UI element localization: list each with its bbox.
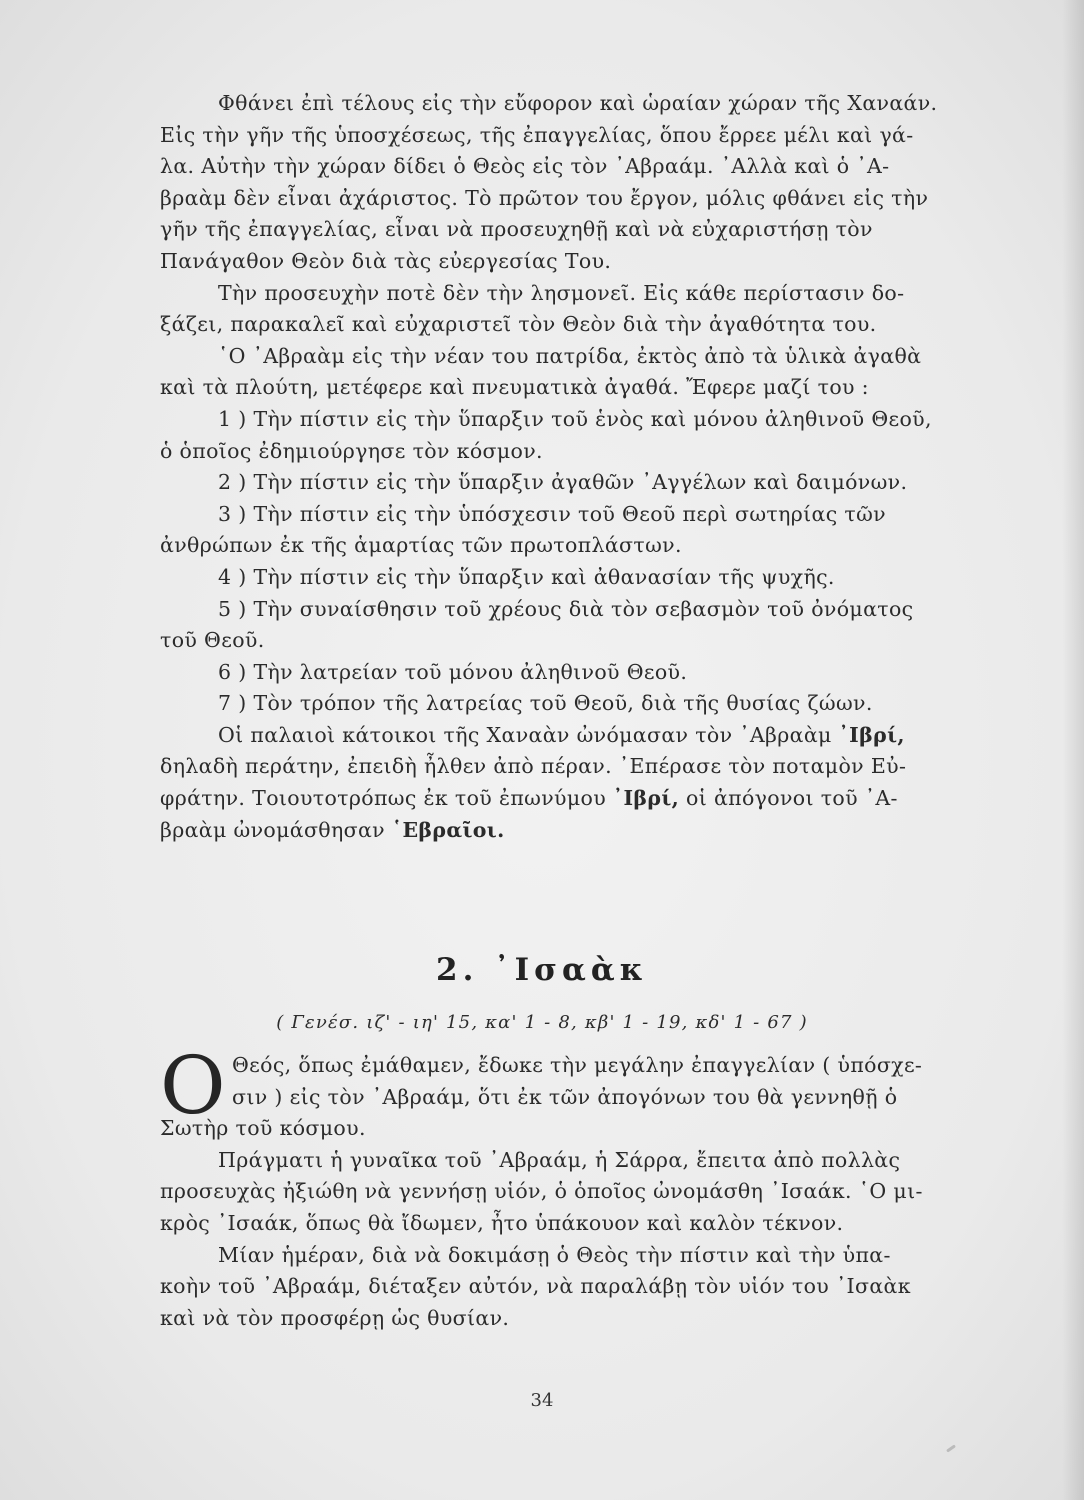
list-item: 4 ) Τὴν πίστιν εἰς τὴν ὕπαρξιν καὶ ἀθανασίαν τῆς ψυχῆς. [218, 564, 835, 589]
text-line: ξάζει, παρακαλεῖ καὶ εὐχαριστεῖ τὸν Θεὸν διὰ τὴν ἀγαθότητα του. [160, 312, 877, 337]
lower-text-block [160, 1050, 1026, 1334]
drop-cap: Ο [160, 1039, 226, 1132]
list-item: 6 ) Τὴν λατρείαν τοῦ μόνου ἀληθινοῦ Θεοῦ. [218, 659, 688, 684]
text-line: Πανάγαθον Θεὸν διὰ τὰς εὐεργεσίας Του. [160, 248, 612, 273]
text-run: φράτην. Τοιουτοτρόπως ἐκ τοῦ ἐπωνύμου [160, 786, 613, 811]
text-line: Σωτὴρ τοῦ κόσμου. [160, 1116, 366, 1141]
list-item-continuation: ἀνθρώπων ἐκ τῆς ἁμαρτίας τῶν πρωτοπλάστων. [160, 533, 682, 558]
text-line: Φθάνει ἐπὶ τέλους εἰς τὴν εὔφορον καὶ ὡραίαν χώραν τῆς Χαναάν. [218, 91, 938, 115]
page-edge-shadow [1062, 0, 1084, 1500]
list-item: 7 ) Τὸν τρόπον τῆς λατρείας τοῦ Θεοῦ, διὰ τῆς θυσίας ζώων. [218, 691, 873, 716]
text-run: Οἱ παλαιοὶ κάτοικοι τῆς Χαναὰν ὠνόμασαν τὸν ᾿Αβραὰμ [218, 722, 839, 747]
bold-term: ῾Εβραῖοι. [391, 817, 505, 842]
bold-term: ᾿Ιβρί, [612, 786, 680, 811]
page-number: 34 [530, 1390, 554, 1411]
list-item-continuation: τοῦ Θεοῦ. [160, 628, 265, 653]
text-run: βραὰμ ὠνομάσθησαν [160, 817, 392, 842]
text-line: γῆν τῆς ἐπαγγελίας, εἶναι νὰ προσευχηθῇ καὶ νὰ εὐχαριστήσῃ τὸν [160, 217, 873, 242]
text-line: δηλαδὴ περάτην, ἐπειδὴ ἦλθεν ἀπὸ πέραν. ᾿Επέρασε τὸν ποταμὸν Εὐ- [160, 754, 907, 779]
text-line: Εἰς τὴν γῆν τῆς ὑποσχέσεως, τῆς ἐπαγγελίας, ὅπου ἔρρεε μέλι καὶ γά- [160, 122, 914, 147]
text-line: κοὴν τοῦ ᾿Αβραάμ, διέταξεν αὐτόν, νὰ παραλάβῃ τὸν υἱόν του ᾿Ισαὰκ [160, 1274, 911, 1299]
scan-speck [946, 1444, 956, 1452]
text-run: οἱ ἀπόγονοι τοῦ ᾿Α- [679, 786, 898, 811]
text-line: Τὴν προσευχὴν ποτὲ δὲν τὴν λησμονεῖ. Εἰς κάθε περίστασιν δο- [218, 280, 905, 305]
text-line: καὶ τὰ πλούτη, μετέφερε καὶ πνευματικὰ ἀγαθά. Ἔφερε μαζί του : [160, 375, 869, 400]
text-line: καὶ νὰ τὸν προσφέρῃ ὡς θυσίαν. [160, 1305, 510, 1330]
text-line [160, 783, 1026, 815]
text-line [160, 815, 1026, 847]
text-line: Θεός, ὅπως ἐμάθαμεν, ἔδωκε τὴν μεγάλην ἐπαγγελίαν ( ὑπόσχε- [232, 1053, 923, 1077]
text-line: προσευχὰς ἠξιώθη νὰ γεννήσῃ υἱόν, ὁ ὁποῖος ὠνομάσθη ᾿Ισαάκ. ῾Ο μι- [160, 1179, 923, 1204]
scripture-reference: ( Γενέσ. ιζ' - ιη' 15, κα' 1 - 8, κβ' 1 - 19, κδ' 1 - 67 ) [276, 1012, 808, 1033]
text-line: ῾Ο ᾿Αβραὰμ εἰς τὴν νέαν του πατρίδα, ἐκτὸς ἀπὸ τὰ ὑλικὰ ἀγαθὰ [218, 343, 922, 368]
list-item-continuation: ὁ ὁποῖος ἐδημιούργησε τὸν κόσμον. [160, 438, 543, 463]
text-line: Μίαν ἡμέραν, διὰ νὰ δοκιμάσῃ ὁ Θεὸς τὴν πίστιν καὶ τὴν ὑπα- [218, 1242, 891, 1267]
text-line: κρὸς ᾿Ισαάκ, ὅπως θὰ ἴδωμεν, ἦτο ὑπάκουον καὶ καλὸν τέκνον. [160, 1210, 844, 1235]
text-line: Πράγματι ἡ γυναῖκα τοῦ ᾿Αβραάμ, ἡ Σάρρα, ἔπειτα ἀπὸ πολλὰς [218, 1147, 901, 1172]
list-item: 1 ) Τὴν πίστιν εἰς τὴν ὕπαρξιν τοῦ ἑνὸς καὶ μόνου ἀληθινοῦ Θεοῦ, [218, 406, 932, 431]
list-item: 2 ) Τὴν πίστιν εἰς τὴν ὕπαρξιν ἀγαθῶν ᾿Αγγέλων καὶ δαιμόνων. [218, 470, 908, 495]
list-item: 3 ) Τὴν πίστιν εἰς τὴν ὑπόσχεσιν τοῦ Θεοῦ περὶ σωτηρίας τῶν [218, 501, 886, 526]
text-line: λα. Αὐτὴν τὴν χώραν δίδει ὁ Θεὸς εἰς τὸν ᾿Αβραάμ. ᾿Αλλὰ καὶ ὁ ᾿Α- [160, 154, 890, 179]
list-item: 5 ) Τὴν συναίσθησιν τοῦ χρέους διὰ τὸν σεβασμὸν τοῦ ὀνόματος [218, 596, 914, 621]
section-title: 2. ᾿Ισαὰκ [436, 952, 648, 988]
upper-text-block [160, 88, 1026, 846]
text-line [160, 720, 1026, 752]
text-line: σιν ) εἰς τὸν ᾿Αβραάμ, ὅτι ἐκ τῶν ἀπογόνων του θὰ γεννηθῇ ὁ [232, 1084, 898, 1109]
bold-term: ᾿Ιβρί, [838, 722, 905, 747]
text-line: βραὰμ δὲν εἶναι ἀχάριστος. Τὸ πρῶτον του ἔργον, μόλις φθάνει εἰς τὴν [160, 185, 929, 210]
